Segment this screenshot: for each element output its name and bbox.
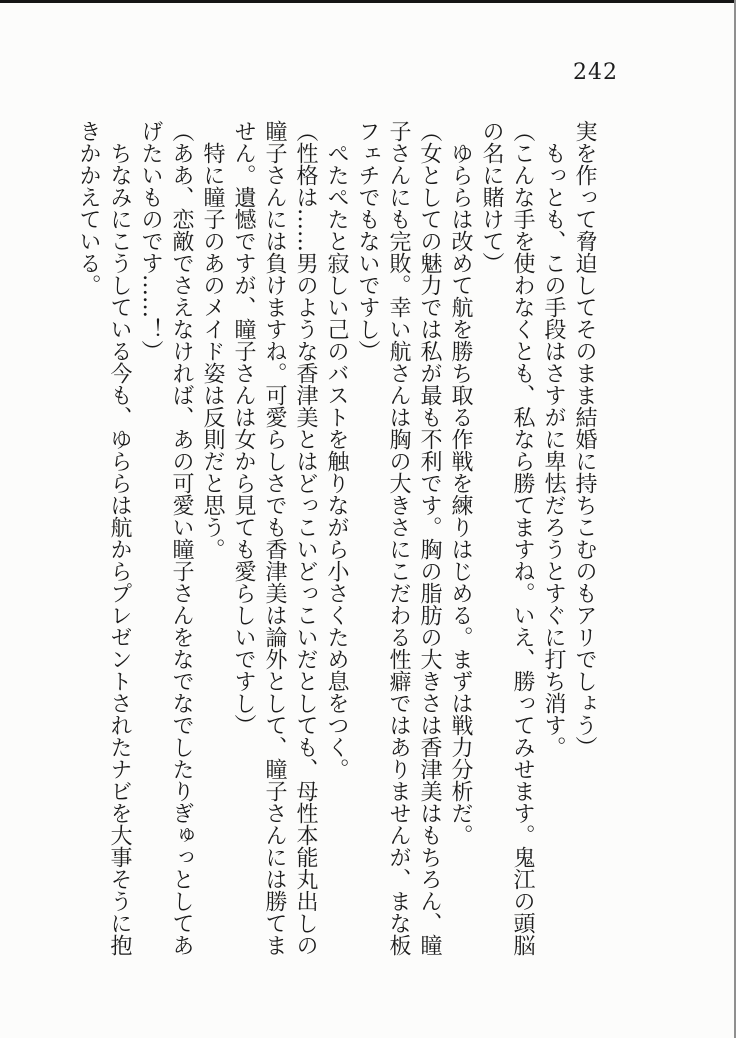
text-column: フェチでもないですし） (355, 120, 380, 362)
text-column: 瞳子さんには負けますね。可愛らしさでも香津美は論外として、瞳子さんには勝てま (262, 120, 287, 956)
text-column: （性格は……男のような香津美とはどっこいどっこいだとしても、母性本能丸出しの (293, 120, 318, 956)
text-column: （女としての魅力では私が最も不利です。胸の脂肪の大きさは香津美はもちろん、瞳 (417, 120, 442, 956)
text-column: げたいものです……！） (138, 120, 163, 362)
text-column: 子さんにも完敗。幸い航さんは胸の大きさにこだわる性癖ではありませんが、まな板 (386, 120, 411, 956)
body-text (73, 120, 600, 962)
scan-top-border (0, 0, 736, 3)
text-column: ぺたぺたと寂しい己のバストを触りながら小さくため息をつく。 (324, 120, 349, 780)
text-column: 特に瞳子のあのメイド姿は反則だと思う。 (200, 120, 225, 560)
text-column: ちなみにこうしている今も、ゆららは航からプレゼントされたナビを大事そうに抱 (107, 120, 132, 956)
text-column: せん。遺憾ですが、瞳子さんは女から見ても愛らしいですし） (231, 120, 256, 736)
text-column: ゆららは改めて航を勝ち取る作戦を練りはじめる。まずは戦力分析だ。 (448, 120, 473, 846)
text-column: （ああ、恋敵でさえなければ、あの可愛い瞳子さんをなでなでしたりぎゅっとしてあ (169, 120, 194, 956)
text-column: もっとも、この手段はさすがに卑怯だろうとすぐに打ち消す。 (541, 120, 566, 758)
text-column: （こんな手を使わなくとも、私なら勝てますね。いえ、勝ってみせます。鬼江の頭脳 (510, 120, 535, 956)
text-column: の名に賭けて） (479, 120, 504, 274)
text-column: きかかえている。 (76, 120, 101, 296)
page-number: 242 (573, 60, 618, 85)
text-column: 実を作って脅迫してそのまま結婚に持ちこむのもアリでしょう） (572, 120, 597, 758)
